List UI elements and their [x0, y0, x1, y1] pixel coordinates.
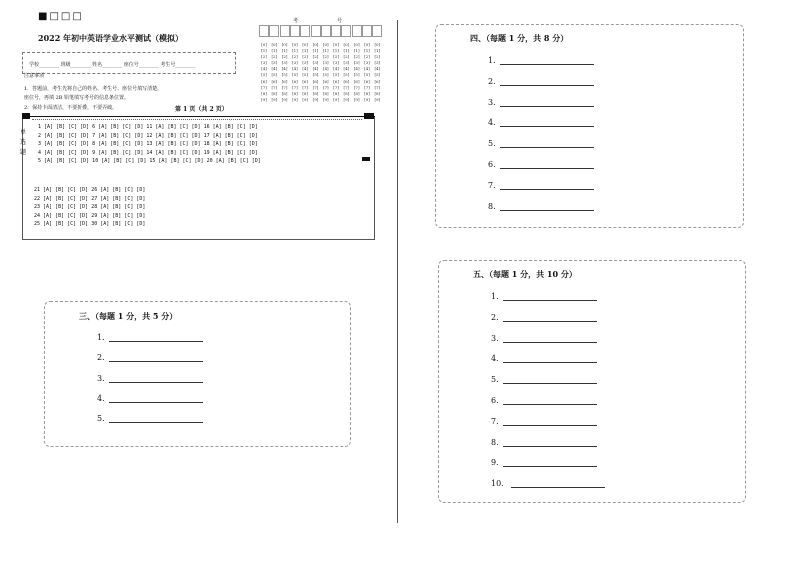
section-four-title: 四、（每题 1 分，共 8 分） [470, 33, 569, 43]
id-digit-column [311, 42, 321, 103]
id-digit-bubble[interactable]: [7] [333, 84, 339, 90]
id-digit-column [352, 42, 362, 103]
id-digit-bubble[interactable]: [2] [343, 54, 350, 60]
id-digit-bubble[interactable]: [1] [302, 48, 309, 54]
id-digit-bubble[interactable]: [4] [364, 66, 370, 72]
id-digit-bubble[interactable]: [7] [353, 84, 360, 90]
answer-line[interactable] [503, 425, 597, 426]
id-digit-bubble[interactable]: [1] [374, 48, 381, 54]
info-fields-box [22, 52, 236, 74]
id-digit-bubble[interactable]: [3] [343, 60, 350, 66]
question-number: 1. [488, 56, 496, 65]
answer-line[interactable] [503, 383, 597, 384]
question-number: 3. [97, 373, 105, 383]
question-number: 4. [97, 393, 105, 403]
id-digit-bubble[interactable]: [3] [302, 60, 309, 66]
id-digit-bubble[interactable]: [4] [292, 66, 298, 72]
id-mark: 号 [337, 18, 343, 24]
notes-line: 座位号，再填 2B 铅笔填写考号的信息条位置。 [24, 95, 130, 101]
section-three-title: 三、（每题 1 分，共 5 分） [79, 311, 178, 321]
id-digit-bubble[interactable]: [9] [281, 96, 288, 102]
id-digit-bubble[interactable]: [2] [281, 54, 288, 60]
question-number: 4. [488, 118, 496, 128]
id-digit-bubble[interactable]: [1] [261, 48, 267, 54]
id-digit-bubble[interactable]: [0] [333, 42, 339, 47]
page-title: 2022 年初中英语学业水平测试（模拟） [38, 33, 184, 43]
answer-line[interactable] [500, 210, 594, 211]
id-digit-bubble[interactable]: [2] [292, 54, 298, 60]
id-digit-bubble[interactable]: [7] [374, 84, 381, 90]
id-digit-bubble[interactable]: [7] [364, 84, 370, 90]
id-digit-bubble[interactable]: [3] [292, 60, 298, 66]
mc-row[interactable]: 24 [A] [B] [C] [D] 29 [A] [B] [C] [D] [34, 212, 146, 219]
id-digit-bubble[interactable]: [5] [322, 72, 329, 78]
mark-empty: □ [72, 11, 84, 22]
id-digit-bubble[interactable]: [3] [271, 60, 278, 66]
id-digit-bubble[interactable]: [3] [312, 60, 319, 66]
answer-line[interactable] [503, 342, 597, 343]
id-digit-bubble[interactable]: [9] [364, 96, 370, 102]
id-digit-bubble[interactable]: [1] [271, 48, 278, 54]
id-digit-bubble[interactable]: [7] [271, 84, 278, 90]
answer-line[interactable] [500, 106, 594, 107]
id-entry-box[interactable] [352, 25, 362, 37]
id-digit-column [290, 42, 300, 103]
mc-row[interactable]: 22 [A] [B] [C] [D] 27 [A] [B] [C] [D] [34, 195, 146, 202]
id-digit-bubble[interactable]: [5] [302, 72, 309, 78]
id-entry-box[interactable] [372, 25, 382, 37]
id-digit-bubble[interactable]: [6] [312, 78, 319, 84]
ruler-line [32, 119, 362, 123]
id-digit-bubble[interactable]: [6] [271, 78, 278, 84]
id-digit-bubble[interactable]: [6] [374, 78, 381, 84]
id-digit-bubble[interactable]: [0] [292, 42, 298, 47]
id-digit-bubble[interactable]: [2] [333, 54, 339, 60]
question-number: 2. [491, 312, 499, 322]
id-digit-bubble[interactable]: [9] [353, 96, 360, 102]
answer-line[interactable] [109, 361, 203, 362]
id-digit-bubble[interactable]: [8] [374, 90, 381, 96]
mc-row[interactable]: 21 [A] [B] [C] [D] 26 [A] [B] [C] [D] [34, 187, 146, 193]
id-digit-bubble[interactable]: [7] [302, 84, 309, 90]
id-digit-bubble[interactable]: [4] [374, 66, 381, 72]
id-digit-bubble[interactable]: [4] [333, 66, 339, 72]
question-number: 6. [488, 160, 496, 169]
id-digit-bubble[interactable]: [5] [343, 72, 350, 78]
id-digit-bubble[interactable]: [4] [302, 66, 309, 72]
answer-line[interactable] [500, 147, 594, 148]
id-digit-bubble[interactable]: [1] [312, 48, 319, 54]
id-digit-bubble[interactable]: [7] [281, 84, 288, 90]
answer-line[interactable] [109, 382, 203, 383]
id-digit-bubble[interactable]: [2] [364, 54, 370, 60]
question-number: 3. [488, 97, 496, 107]
question-number: 5. [488, 139, 496, 149]
answer-line[interactable] [503, 362, 597, 363]
id-digit-bubble[interactable]: [1] [364, 48, 370, 54]
id-digit-bubble[interactable]: [6] [364, 78, 370, 84]
id-digit-bubble[interactable]: [6] [261, 78, 267, 84]
id-entry-box[interactable] [321, 25, 331, 37]
id-digit-bubble[interactable]: [3] [374, 60, 381, 66]
id-digit-bubble[interactable]: [7] [312, 84, 319, 90]
id-digit-bubble[interactable]: [3] [353, 60, 360, 66]
question-number: 2. [97, 353, 105, 363]
mc-row[interactable]: 5 [A] [B] [C] [D] 10 [A] [B] [C] [D] 15 [A] [B] [C] [D] 20 [A] [B] [C] [D] [38, 158, 261, 165]
id-digit-bubble[interactable]: [6] [322, 78, 329, 84]
corner-mark-right [364, 113, 374, 119]
side-mark [362, 157, 370, 161]
id-digit-bubble[interactable]: [8] [364, 90, 370, 96]
id-digit-bubble[interactable]: [2] [353, 54, 360, 60]
question-number: 8. [488, 201, 496, 211]
id-digit-bubble[interactable]: [9] [322, 96, 329, 102]
notes-heading: 注意事项 [24, 73, 45, 79]
id-digit-column [259, 42, 269, 103]
info-fields[interactable]: 学校________ 班级________ 姓名________ 座位号________ 考生号________ [29, 62, 196, 68]
top-marks [38, 11, 84, 22]
answer-line[interactable] [500, 189, 594, 190]
id-digit-bubble[interactable]: [9] [333, 96, 339, 102]
id-digit-bubble[interactable]: [2] [374, 54, 381, 60]
answer-line[interactable] [503, 404, 597, 405]
id-entry-box[interactable] [300, 25, 310, 37]
answer-line[interactable] [500, 168, 594, 169]
id-digit-bubble[interactable]: [1] [292, 48, 298, 54]
section-four-box [435, 24, 744, 228]
id-digit-bubble[interactable]: [3] [281, 60, 288, 66]
id-digit-bubble[interactable]: [2] [261, 54, 267, 60]
answer-line[interactable] [503, 321, 597, 322]
id-digit-bubble[interactable]: [0] [281, 42, 288, 47]
id-digit-bubble[interactable]: [3] [333, 60, 339, 66]
id-digit-bubble[interactable]: [1] [343, 48, 350, 54]
id-digit-bubble[interactable]: [6] [292, 78, 298, 84]
id-digit-bubble[interactable]: [1] [322, 48, 329, 54]
id-digit-bubble[interactable]: [5] [353, 72, 360, 78]
id-digit-bubble[interactable]: [5] [364, 72, 370, 78]
question-number: 10. [491, 479, 504, 489]
id-digit-bubble[interactable]: [7] [292, 84, 298, 90]
mc-row[interactable]: 4 [A] [B] [C] [D] 9 [A] [B] [C] [D] 14 [A] [B] [C] [D] 19 [A] [B] [C] [D] [38, 149, 258, 156]
answer-line[interactable] [503, 466, 597, 467]
id-digit-bubble[interactable]: [0] [271, 42, 278, 47]
id-digit-bubble[interactable]: [5] [312, 72, 319, 78]
page-label: 第 1 页（共 2 页） [175, 106, 228, 113]
id-digit-bubble[interactable]: [2] [271, 54, 278, 60]
id-digit-bubble[interactable]: [8] [312, 90, 319, 96]
id-digit-bubble[interactable]: [4] [322, 66, 329, 72]
id-digit-column [331, 42, 341, 103]
id-digit-bubble[interactable]: [0] [374, 42, 381, 47]
id-digit-bubble[interactable]: [0] [353, 42, 360, 47]
question-number: 8. [491, 437, 499, 447]
answer-line[interactable] [500, 126, 594, 127]
id-digit-column [321, 42, 331, 103]
question-number: 5. [491, 375, 499, 385]
question-number: 2. [488, 76, 496, 86]
corner-mark-left [22, 113, 30, 119]
question-number: 1. [97, 333, 105, 342]
id-entry-box[interactable] [341, 25, 351, 37]
id-digit-bubble[interactable]: [9] [302, 96, 309, 102]
mc-top-bar [22, 116, 375, 117]
mc-row[interactable]: 1 [A] [B] [C] [D] 6 [A] [B] [C] [D] 11 [A] [B] [C] [D] 16 [A] [B] [C] [D] [38, 124, 258, 130]
id-digit-bubble[interactable]: [5] [374, 72, 381, 78]
id-digit-bubble[interactable]: [6] [333, 78, 339, 84]
answer-line[interactable] [109, 422, 203, 423]
id-digit-bubble[interactable]: [9] [343, 96, 350, 102]
id-digit-bubble[interactable]: [8] [292, 90, 298, 96]
id-digit-bubble[interactable]: [4] [261, 66, 267, 72]
id-digit-bubble[interactable]: [9] [271, 96, 278, 102]
id-digit-bubble[interactable]: [5] [261, 72, 267, 78]
id-entry-box[interactable] [311, 25, 321, 37]
mc-row[interactable]: 2 [A] [B] [C] [D] 7 [A] [B] [C] [D] 12 [A] [B] [C] [D] 17 [A] [B] [C] [D] [38, 132, 258, 139]
id-digit-bubble[interactable]: [9] [261, 96, 267, 102]
id-digit-bubble[interactable]: [5] [271, 72, 278, 78]
question-number: 5. [97, 414, 105, 424]
id-digit-bubble[interactable]: [8] [353, 90, 360, 96]
id-mark: 考 [293, 18, 299, 24]
mc-row[interactable]: 23 [A] [B] [C] [D] 28 [A] [B] [C] [D] [34, 204, 146, 211]
answer-line[interactable] [503, 300, 597, 301]
id-digit-bubble[interactable]: [8] [261, 90, 267, 96]
section-one-label: 单选题 [20, 129, 27, 156]
id-digit-bubble[interactable]: [2] [322, 54, 329, 60]
mark-empty: □ [60, 11, 73, 22]
question-number: 6. [491, 396, 499, 405]
id-digit-bubble[interactable]: [8] [281, 90, 288, 96]
id-digit-bubble[interactable]: [8] [322, 90, 329, 96]
id-digit-bubble[interactable]: [2] [312, 54, 319, 60]
id-digit-bubble[interactable]: [4] [312, 66, 319, 72]
id-digit-bubble[interactable]: [5] [281, 72, 288, 78]
id-digit-bubble[interactable]: [1] [353, 48, 360, 54]
id-digit-bubble[interactable]: [8] [343, 90, 350, 96]
id-entry-box[interactable] [269, 25, 279, 37]
mc-row[interactable]: 25 [A] [B] [C] [D] 30 [A] [B] [C] [D] [34, 221, 146, 228]
id-digit-bubble[interactable]: [5] [333, 72, 339, 78]
mark-empty: □ [49, 11, 61, 22]
section-five-title: 五、（每题 1 分，共 10 分） [473, 269, 577, 279]
id-digit-bubble[interactable]: [3] [364, 60, 370, 66]
question-number: 7. [491, 416, 499, 426]
id-digit-bubble[interactable]: [4] [281, 66, 288, 72]
id-digit-bubble[interactable]: [2] [302, 54, 309, 60]
id-digit-bubble[interactable]: [0] [364, 42, 370, 47]
mark-filled: ■ [38, 11, 50, 22]
id-entry-box[interactable] [331, 25, 341, 37]
id-digit-bubble[interactable]: [9] [312, 96, 319, 102]
section-three-box [44, 301, 351, 447]
id-digit-bubble[interactable]: [0] [343, 42, 350, 47]
answer-line[interactable] [500, 85, 594, 86]
id-digit-bubble[interactable]: [7] [322, 84, 329, 90]
id-digit-column [269, 42, 279, 103]
id-digit-bubble[interactable]: [0] [322, 42, 329, 47]
id-digit-bubble[interactable]: [0] [261, 42, 267, 47]
id-digit-column [372, 42, 382, 103]
question-number: 7. [488, 180, 496, 190]
id-digit-bubble[interactable]: [4] [271, 66, 278, 72]
id-digit-bubble[interactable]: [3] [322, 60, 329, 66]
id-digit-bubble[interactable]: [1] [333, 48, 339, 54]
center-divider [397, 20, 398, 523]
id-digit-bubble[interactable]: [8] [302, 90, 309, 96]
answer-line[interactable] [511, 487, 605, 488]
id-digit-bubble[interactable]: [9] [292, 96, 298, 102]
id-digit-bubble[interactable]: [7] [261, 84, 267, 90]
id-entry-box[interactable] [280, 25, 290, 37]
id-digit-column [280, 42, 290, 103]
notes-line: 1．答题前，考生先将自己的姓名、考生号、座位号填写清楚， [24, 86, 163, 92]
id-digit-bubble[interactable]: [3] [261, 60, 267, 66]
id-digit-bubble[interactable]: [6] [343, 78, 350, 84]
section-five-box [438, 260, 746, 503]
answer-line[interactable] [109, 341, 203, 342]
answer-line[interactable] [503, 446, 597, 447]
id-digit-bubble[interactable]: [0] [302, 42, 309, 47]
id-digit-bubble[interactable]: [8] [333, 90, 339, 96]
question-number: 1. [491, 292, 499, 301]
id-entry-box[interactable] [290, 25, 300, 37]
answer-line[interactable] [109, 402, 203, 403]
id-entry-box[interactable] [362, 25, 372, 37]
id-digit-bubble[interactable]: [7] [343, 84, 350, 90]
id-digit-bubble[interactable]: [4] [343, 66, 350, 72]
question-number: 4. [491, 354, 499, 364]
id-digit-bubble[interactable]: [6] [281, 78, 288, 84]
id-digit-bubble[interactable]: [8] [271, 90, 278, 96]
id-entry-box[interactable] [259, 25, 269, 37]
id-digit-bubble[interactable]: [6] [302, 78, 309, 84]
id-digit-bubble[interactable]: [9] [374, 96, 381, 102]
id-digit-column [341, 42, 351, 103]
id-digit-column [362, 42, 372, 103]
mc-row[interactable]: 3 [A] [B] [C] [D] 8 [A] [B] [C] [D] 13 [A] [B] [C] [D] 18 [A] [B] [C] [D] [38, 141, 258, 148]
id-digit-bubble[interactable]: [0] [312, 42, 319, 47]
id-digit-bubble[interactable]: [1] [281, 48, 288, 54]
id-digit-bubble[interactable]: [5] [292, 72, 298, 78]
id-digit-bubble[interactable]: [6] [353, 78, 360, 84]
question-number: 9. [491, 458, 499, 468]
id-digit-column [300, 42, 310, 103]
answer-line[interactable] [500, 64, 594, 65]
question-number: 3. [491, 333, 499, 343]
notes-line: 2．保持卡面清洁，不要折叠，不要弄破。 [24, 105, 118, 111]
id-digit-bubble[interactable]: [4] [353, 66, 360, 72]
